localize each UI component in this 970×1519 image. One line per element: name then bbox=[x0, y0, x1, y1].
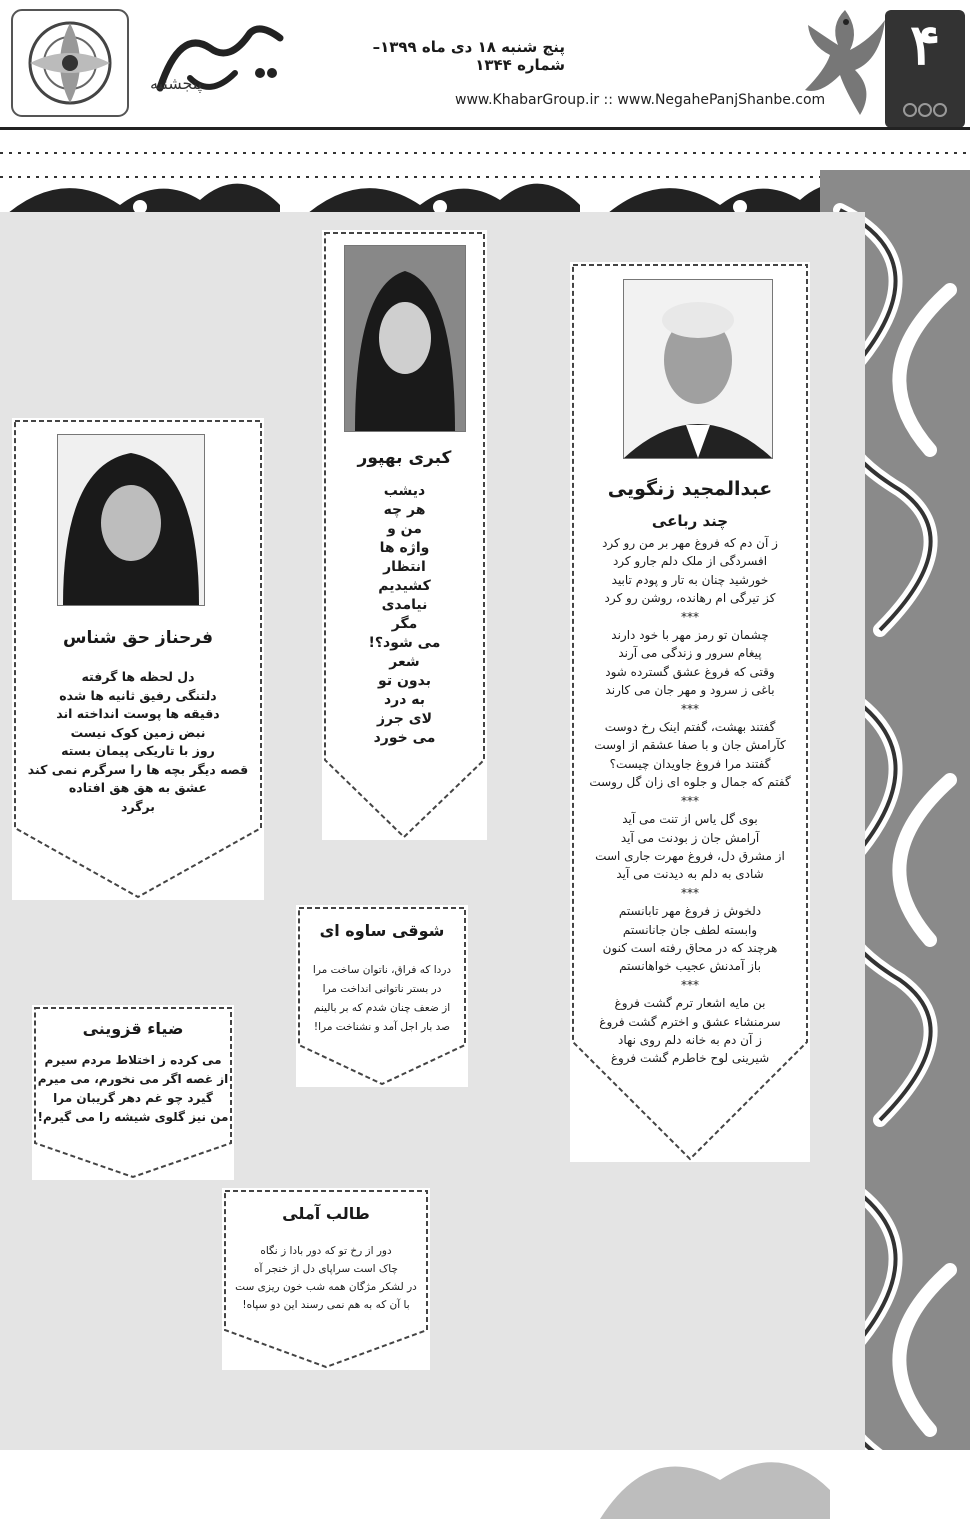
poem-line: انتظار bbox=[383, 559, 426, 575]
stanza-separator: *** bbox=[681, 701, 699, 716]
poem-line: افسردگی از ملک دلم جارو کرد bbox=[612, 554, 768, 569]
poet-name-zangooyi: عبدالمجید زنگویی bbox=[607, 478, 773, 500]
page-number: ۴ bbox=[909, 12, 941, 78]
poem-line: دلخوش ز فروغ مهر تابانستم bbox=[618, 904, 762, 919]
poet-name-haghshenas: فرحناز حق شناس bbox=[63, 628, 213, 648]
poet-name-behpour: کبری بهپور bbox=[357, 448, 452, 468]
poem-line: چاک است سراپای دل از خنجر آه bbox=[254, 1263, 398, 1275]
poem-amoli bbox=[222, 1242, 430, 1314]
poem-line: بوی گل یاس از تنت می آید bbox=[622, 812, 758, 827]
poem-line: دردا که فراق، ناتوان ساخت مرا bbox=[312, 964, 452, 976]
poem-line: مگر bbox=[391, 616, 418, 632]
poem-behpour bbox=[322, 482, 487, 748]
poet-name-qazvini: ضیاء قزوینی bbox=[82, 1019, 184, 1038]
poem-line: باغی ز سرود و مهر جان می کارند bbox=[605, 683, 775, 698]
poem-line: نبض زمین کوک نیست bbox=[70, 724, 206, 740]
poem-line: می خورد bbox=[373, 730, 436, 746]
poem-line: کآرامش جان و با صفا عشقم از اوست bbox=[594, 738, 786, 753]
poem-line: ز آن دم به خانه دلم روی نهاد bbox=[618, 1032, 762, 1047]
poem-line: شیرینی لوح خاطرم گشت فروغ bbox=[610, 1051, 770, 1066]
bottom-ornament bbox=[0, 1420, 970, 1519]
poem-line: نیامدی bbox=[381, 597, 428, 613]
poem-line: با آن که به هم نمی رسند این دو سپاه! bbox=[242, 1299, 410, 1311]
poem-line: سرمنشاء عشق و اخترم گشت فروغ bbox=[599, 1014, 781, 1029]
poem-line: باز آمدنش عجیب خواهانستم bbox=[619, 959, 761, 974]
poem-line: من و bbox=[387, 521, 422, 537]
poem-line: در لشکر مژگان همه شب خون ریزی ست bbox=[235, 1281, 417, 1293]
stanza-separator: *** bbox=[681, 609, 699, 624]
header-rule bbox=[0, 127, 970, 130]
poem-line: ز آن دم که فروغ مهر بر من رو کرد bbox=[602, 536, 778, 550]
portrait-behpour bbox=[344, 245, 466, 432]
logo-subtitle: پنجشنبه bbox=[150, 74, 203, 93]
poem-line: گفتند مرا فروغ جاویدان چیست؟ bbox=[609, 756, 771, 771]
poem-line: عشق به هق هق افتاده bbox=[68, 780, 208, 795]
website-urls[interactable]: www.KhabarGroup.ir :: www.NegahePanjShanbe.com bbox=[455, 92, 826, 108]
poem-card-zangooyi bbox=[570, 262, 810, 1162]
poem-line: هرچند که در محاق رفته است کنون bbox=[602, 940, 778, 955]
poem-line: چشمان تو رمز مهر با خود دارند bbox=[611, 628, 769, 643]
poem-line: دور از رخ تو که دور بادا ز نگاه bbox=[260, 1245, 392, 1257]
poem-card-haghshenas bbox=[12, 418, 264, 900]
poem-line: واژه ها bbox=[379, 540, 430, 556]
poem-line: در بستر ناتوانی انداخت مرا bbox=[322, 983, 442, 995]
stanza-separator: *** bbox=[681, 885, 699, 900]
poem-zangooyi bbox=[570, 534, 810, 1068]
poem-line: از ضعف چنان شدم که بر بالینم bbox=[313, 1002, 451, 1014]
poem-line: دلتنگی رفیق ثانیه ها شده bbox=[59, 687, 217, 703]
poem-line: دل لحظه ها گرفته bbox=[81, 669, 195, 684]
poem-card-saveei bbox=[296, 905, 468, 1087]
poem-line: از مشرق دل، فروغ مهرت جاری است bbox=[595, 848, 785, 863]
poem-subtitle: چند رباعی bbox=[651, 512, 729, 530]
poem-line: برگرد bbox=[121, 798, 155, 814]
poem-line: من نیز گلوی شیشه را می گیرم! bbox=[37, 1110, 229, 1124]
header-ornament-left bbox=[10, 8, 130, 118]
stanza-separator: *** bbox=[681, 793, 699, 808]
phoenix-icon bbox=[800, 0, 890, 120]
stanza-separator: *** bbox=[681, 977, 699, 992]
poem-line: می کرده ز اختلاط مردم سیرم bbox=[44, 1053, 222, 1067]
poem-line: آرامش جان ز بودنت می آید bbox=[620, 830, 760, 845]
poem-line: صد بار اجل آمد و نشناخت مرا! bbox=[313, 1021, 451, 1033]
poem-line: دیشب bbox=[383, 483, 426, 499]
poem-line: شادی به دلم به دیدنت می آید bbox=[616, 867, 764, 882]
poem-haghshenas bbox=[12, 668, 264, 816]
poem-line: کز تیرگی ام رهانده، روشن رو کرد bbox=[604, 591, 776, 606]
poem-line: دقیقه ها پوست انداخته اند bbox=[56, 706, 220, 721]
poem-card-qazvini bbox=[32, 1005, 234, 1180]
poem-card-amoli bbox=[222, 1188, 430, 1370]
poem-line: بن مایه اشعار ترم گشت فروغ bbox=[614, 996, 766, 1011]
poem-line: از غصه اگر می نخورم، می میرم bbox=[37, 1072, 229, 1086]
poet-name-amoli: طالب آملی bbox=[282, 1204, 370, 1223]
portrait-zangooyi bbox=[623, 279, 773, 459]
poem-line: به درد bbox=[383, 692, 426, 708]
poem-line: لای جرز bbox=[377, 711, 432, 727]
poem-line: خورشید چنان به تار و پودم تابید bbox=[611, 572, 769, 587]
poem-line: روز با تاریکی پیمان بسته bbox=[61, 743, 215, 758]
poem-line: گفتند بهشت، گفتم اینک رخ دوست bbox=[604, 720, 776, 735]
masthead bbox=[0, 0, 970, 140]
poem-line: پیغام سرور و زندگی می آرند bbox=[618, 646, 762, 661]
poem-line: قصه دیگر بچه ها را سرگرم نمی کند bbox=[27, 761, 249, 777]
poem-line: شعر bbox=[389, 654, 420, 670]
poem-line: گیرد چو غم دهر گریبان مرا bbox=[53, 1091, 213, 1105]
poem-card-behpour bbox=[322, 230, 487, 840]
poem-line: هر چه bbox=[383, 502, 426, 518]
poem-line: وقتی که فروغ عشق گسترده شود bbox=[605, 664, 775, 679]
issue-dateline: پنج شنبه ۱۸ دی ماه ۱۳۹۹– شماره ۱۳۴۴ bbox=[372, 38, 565, 74]
poem-qazvini bbox=[32, 1051, 234, 1127]
portrait-haghshenas bbox=[57, 434, 205, 606]
poem-line: می شود؟! bbox=[368, 635, 441, 651]
poem-line: بدون تو bbox=[378, 673, 431, 689]
poem-saveei bbox=[296, 961, 468, 1037]
logo-icon bbox=[140, 18, 290, 108]
poem-line: وابسته لطف جان جانانستم bbox=[622, 922, 758, 937]
poem-line: گفتم که جمال و جلوه ای زان گل روست bbox=[589, 775, 791, 790]
poet-name-saveei: شوقی ساوه ای bbox=[319, 921, 445, 940]
poem-line: کشیدیم bbox=[378, 578, 431, 594]
